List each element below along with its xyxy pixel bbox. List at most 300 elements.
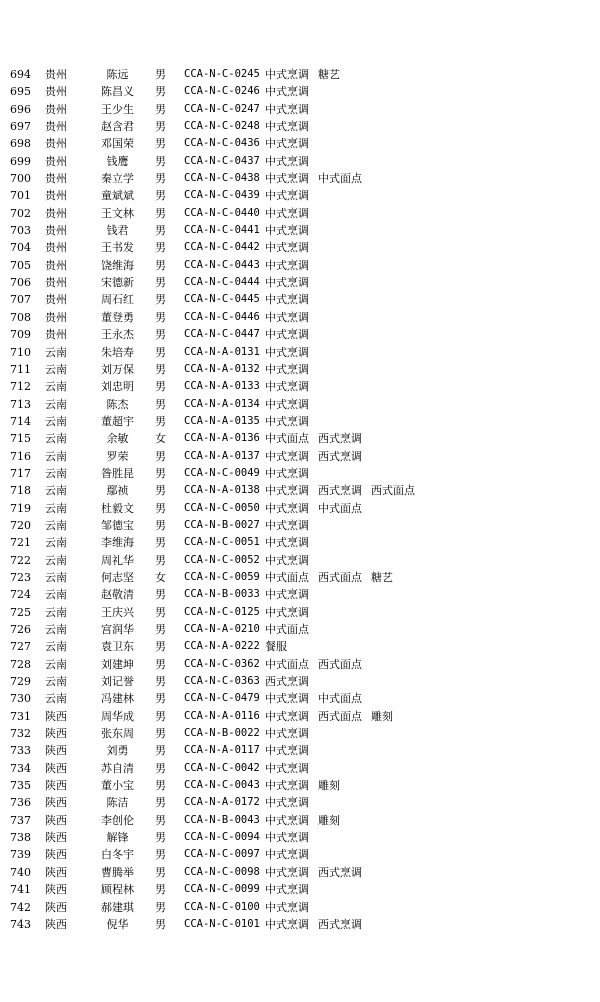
certificate-number-cell: CCA-N-A-0210: [184, 623, 260, 635]
skill-cell: 雕刻: [318, 813, 340, 827]
skill-cell: 餐服: [265, 640, 287, 654]
province-cell: 陕西: [45, 761, 67, 775]
province-cell: 陕西: [45, 779, 67, 793]
table-row: [0, 690, 600, 707]
gender-cell: 男: [155, 709, 166, 723]
certificate-number-cell: CCA-N-C-0100: [184, 900, 260, 913]
row-number: 732: [10, 727, 31, 741]
gender-cell: 男: [155, 813, 166, 827]
skill-cell: 中式烹调: [265, 831, 309, 845]
row-number: 714: [10, 414, 31, 428]
gender-cell: 男: [155, 779, 166, 793]
province-cell: 陕西: [45, 865, 67, 879]
province-cell: 云南: [45, 380, 67, 394]
table-row: [0, 482, 600, 499]
row-number: 704: [10, 241, 31, 255]
table-row: [0, 725, 600, 742]
row-number: 715: [10, 432, 31, 446]
table-row: [0, 153, 600, 170]
skill-cell: 中式烹调: [265, 68, 309, 81]
province-cell: 云南: [45, 605, 67, 619]
skill-cell: 中式烹调: [265, 293, 309, 307]
province-cell: 陕西: [45, 848, 67, 862]
skill-cell: 西式面点: [318, 709, 362, 723]
name-cell: 宫润华: [101, 623, 134, 636]
row-number: 697: [10, 120, 31, 134]
row-number: 695: [10, 85, 31, 99]
name-cell: 王书发: [101, 241, 134, 255]
certificate-number-cell: CCA-N-C-0479: [184, 692, 260, 705]
name-cell: 王少生: [101, 102, 134, 116]
row-number: 706: [10, 276, 31, 290]
gender-cell: 男: [155, 224, 166, 238]
skill-cell: 中式烹调: [265, 605, 309, 619]
table-row: [0, 205, 600, 222]
name-cell: 昝胜昆: [101, 466, 134, 480]
certificate-number-cell: CCA-N-B-0043: [184, 813, 260, 826]
name-cell: 赵敬清: [101, 588, 134, 602]
name-cell: 宋德新: [101, 276, 134, 290]
gender-cell: 男: [155, 657, 166, 671]
skill-cell: 中式烹调: [265, 709, 309, 723]
province-cell: 陕西: [45, 813, 67, 827]
skill-cell: 中式烹调: [265, 553, 309, 567]
name-cell: 解锋: [106, 831, 129, 845]
gender-cell: 男: [155, 328, 166, 342]
gender-cell: 男: [155, 189, 166, 203]
skill-cell: 中式烹调: [265, 449, 309, 463]
name-cell: 钱鹰: [106, 154, 129, 168]
skill-cell: 中式烹调: [265, 380, 309, 394]
row-number: 740: [10, 865, 31, 879]
name-cell: 余敏: [106, 432, 129, 446]
gender-cell: 男: [155, 414, 166, 428]
name-cell: 董超宇: [101, 414, 134, 428]
skill-cell: 中式烹调: [265, 310, 309, 324]
table-row: [0, 916, 600, 933]
name-cell: 顾程林: [101, 883, 134, 897]
province-cell: 云南: [45, 518, 67, 532]
row-number: 735: [10, 779, 31, 793]
gender-cell: 男: [155, 397, 166, 411]
table-row: [0, 552, 600, 569]
name-cell: 冯建林: [101, 692, 134, 706]
skill-cell: 中式烹调: [265, 813, 309, 827]
row-number: 733: [10, 744, 31, 758]
certificate-number-cell: CCA-N-C-0098: [184, 865, 260, 878]
table-row: [0, 534, 600, 551]
certificate-number-cell: CCA-N-A-0116: [184, 709, 260, 722]
gender-cell: 男: [155, 744, 166, 758]
gender-cell: 男: [155, 640, 166, 654]
name-cell: 张东周: [101, 727, 134, 741]
certificate-number-cell: CCA-N-C-0101: [184, 917, 260, 930]
gender-cell: 男: [155, 865, 166, 879]
row-number: 699: [10, 154, 31, 168]
certificate-number-cell: CCA-N-C-0049: [184, 466, 260, 479]
skill-cell: 中式烹调: [265, 536, 309, 550]
province-cell: 贵州: [45, 328, 67, 342]
gender-cell: 男: [155, 883, 166, 897]
province-cell: 云南: [45, 553, 67, 567]
table-row: [0, 413, 600, 430]
name-cell: 刘忠明: [101, 380, 134, 394]
gender-cell: 男: [155, 293, 166, 307]
name-cell: 董登勇: [101, 310, 134, 324]
row-number: 731: [10, 709, 31, 723]
gender-cell: 男: [155, 588, 166, 602]
certificate-number-cell: CCA-N-C-0043: [184, 779, 260, 792]
certificate-number-cell: CCA-N-C-0438: [184, 172, 260, 185]
certificate-number-cell: CCA-N-B-0027: [184, 518, 260, 531]
skill-cell: 中式烹调: [265, 744, 309, 758]
name-cell: 王庆兴: [101, 605, 134, 619]
province-cell: 贵州: [45, 258, 67, 272]
table-row: [0, 170, 600, 187]
table-row: [0, 396, 600, 413]
row-number: 721: [10, 536, 31, 550]
name-cell: 罗荣: [106, 449, 129, 463]
skill-cell: 西式烹调: [318, 449, 362, 463]
skill-cell: 中式烹调: [265, 241, 309, 255]
gender-cell: 男: [155, 501, 166, 515]
province-cell: 云南: [45, 570, 67, 584]
certificate-number-cell: CCA-N-C-0442: [184, 241, 260, 254]
certificate-number-cell: CCA-N-A-0134: [184, 397, 260, 410]
certificate-number-cell: CCA-N-A-0135: [184, 414, 260, 427]
certificate-number-cell: CCA-N-C-0059: [184, 570, 260, 583]
skill-cell: 糖艺: [371, 570, 393, 584]
name-cell: 刘万保: [101, 362, 134, 376]
row-number: 694: [10, 68, 31, 81]
province-cell: 云南: [45, 484, 67, 498]
certificate-number-cell: CCA-N-C-0437: [184, 154, 260, 167]
province-cell: 贵州: [45, 85, 67, 99]
skill-cell: 中式烹调: [265, 501, 309, 515]
row-number: 724: [10, 588, 31, 602]
gender-cell: 男: [155, 553, 166, 567]
name-cell: 赵含君: [101, 120, 134, 134]
certificate-number-cell: CCA-N-C-0245: [184, 68, 260, 80]
table-row: [0, 569, 600, 586]
certificate-number-cell: CCA-N-A-0137: [184, 449, 260, 462]
skill-cell: 中式烹调: [265, 466, 309, 480]
table-row: [0, 794, 600, 811]
skill-cell: 中式烹调: [265, 85, 309, 99]
name-cell: 鄢祯: [106, 484, 129, 498]
row-number: 729: [10, 675, 31, 689]
row-number: 723: [10, 570, 31, 584]
certificate-number-cell: CCA-N-A-0131: [184, 345, 260, 358]
gender-cell: 男: [155, 154, 166, 168]
table-row: [0, 760, 600, 777]
table-row: [0, 777, 600, 794]
certificate-number-cell: CCA-N-A-0132: [184, 362, 260, 375]
table-row: [0, 742, 600, 759]
name-cell: 苏自清: [101, 761, 134, 775]
province-cell: 云南: [45, 536, 67, 550]
gender-cell: 男: [155, 380, 166, 394]
row-number: 710: [10, 345, 31, 359]
skill-cell: 中式烹调: [265, 692, 309, 706]
skill-cell: 中式烹调: [265, 189, 309, 203]
table-row: [0, 222, 600, 239]
gender-cell: 男: [155, 276, 166, 290]
gender-cell: 男: [155, 172, 166, 186]
row-number: 700: [10, 172, 31, 186]
certificate-number-cell: CCA-N-C-0445: [184, 293, 260, 306]
row-number: 702: [10, 206, 31, 220]
certificate-number-cell: CCA-N-A-0117: [184, 744, 260, 757]
certificate-number-cell: CCA-N-C-0247: [184, 102, 260, 115]
certificate-number-cell: CCA-N-C-0042: [184, 761, 260, 774]
certificate-number-cell: CCA-N-C-0094: [184, 831, 260, 844]
skill-cell: 中式面点: [318, 692, 362, 706]
province-cell: 贵州: [45, 172, 67, 186]
province-cell: 云南: [45, 449, 67, 463]
row-number: 722: [10, 553, 31, 567]
province-cell: 陕西: [45, 883, 67, 897]
row-number: 730: [10, 692, 31, 706]
table-row: [0, 257, 600, 274]
certificate-number-cell: CCA-N-C-0439: [184, 189, 260, 202]
skill-cell: 西式烹调: [265, 675, 309, 689]
gender-cell: 男: [155, 831, 166, 845]
skill-cell: 中式烹调: [265, 102, 309, 116]
gender-cell: 男: [155, 917, 166, 931]
table-row: [0, 500, 600, 517]
row-number: 707: [10, 293, 31, 307]
skill-cell: 中式烹调: [265, 154, 309, 168]
row-number: 734: [10, 761, 31, 775]
name-cell: 陈洁: [106, 796, 129, 810]
province-cell: 云南: [45, 640, 67, 654]
skill-cell: 中式烹调: [265, 518, 309, 532]
skill-cell: 中式烹调: [265, 362, 309, 376]
province-cell: 贵州: [45, 189, 67, 203]
province-cell: 贵州: [45, 154, 67, 168]
gender-cell: 男: [155, 518, 166, 532]
gender-cell: 男: [155, 761, 166, 775]
name-cell: 袁卫东: [101, 640, 134, 654]
province-cell: 云南: [45, 501, 67, 515]
province-cell: 云南: [45, 657, 67, 671]
name-cell: 郝建琪: [101, 900, 134, 914]
skill-cell: 西式面点: [318, 657, 362, 671]
table-row: [0, 291, 600, 308]
skill-cell: 中式面点: [265, 570, 309, 584]
name-cell: 陈远: [106, 68, 129, 81]
certificate-number-cell: CCA-N-C-0362: [184, 657, 260, 670]
name-cell: 童斌斌: [101, 189, 134, 203]
skill-cell: 糖艺: [318, 68, 340, 81]
table-row: [0, 66, 600, 83]
certificate-number-cell: CCA-N-C-0248: [184, 120, 260, 133]
gender-cell: 男: [155, 85, 166, 99]
skill-cell: 中式面点: [265, 432, 309, 446]
certificate-number-cell: CCA-N-C-0125: [184, 605, 260, 618]
row-number: 718: [10, 484, 31, 498]
table-row: [0, 187, 600, 204]
skill-cell: 中式烹调: [265, 276, 309, 290]
province-cell: 云南: [45, 362, 67, 376]
skill-cell: 中式烹调: [265, 883, 309, 897]
province-cell: 云南: [45, 623, 67, 636]
table-row: [0, 448, 600, 465]
row-number: 698: [10, 137, 31, 151]
row-number: 738: [10, 831, 31, 845]
skill-cell: 西式烹调: [318, 484, 362, 498]
province-cell: 贵州: [45, 137, 67, 151]
name-cell: 秦立学: [101, 172, 134, 186]
certificate-number-cell: CCA-N-C-0443: [184, 258, 260, 271]
row-number: 743: [10, 917, 31, 931]
row-number: 725: [10, 605, 31, 619]
skill-cell: 中式烹调: [265, 779, 309, 793]
province-cell: 贵州: [45, 241, 67, 255]
certificate-number-cell: CCA-N-C-0246: [184, 85, 260, 98]
province-cell: 贵州: [45, 102, 67, 116]
skill-cell: 中式烹调: [265, 727, 309, 741]
name-cell: 刘勇: [106, 744, 129, 758]
certificate-roster: [0, 66, 600, 933]
name-cell: 白冬宇: [101, 848, 134, 862]
name-cell: 李创伦: [101, 813, 134, 827]
province-cell: 陕西: [45, 917, 67, 931]
certificate-number-cell: CCA-N-C-0447: [184, 328, 260, 341]
name-cell: 刘记誉: [101, 675, 134, 689]
province-cell: 贵州: [45, 310, 67, 324]
skill-cell: 中式烹调: [265, 761, 309, 775]
row-number: 719: [10, 501, 31, 515]
table-row: [0, 829, 600, 846]
province-cell: 云南: [45, 692, 67, 706]
certificate-number-cell: CCA-N-C-0363: [184, 675, 260, 688]
skill-cell: 中式烹调: [265, 917, 309, 931]
name-cell: 周华成: [101, 709, 134, 723]
skill-cell: 中式烹调: [265, 588, 309, 602]
row-number: 713: [10, 397, 31, 411]
row-number: 701: [10, 189, 31, 203]
gender-cell: 男: [155, 623, 166, 636]
name-cell: 陈昌义: [101, 85, 134, 99]
certificate-number-cell: CCA-N-C-0436: [184, 137, 260, 150]
table-row: [0, 899, 600, 916]
gender-cell: 男: [155, 206, 166, 220]
gender-cell: 男: [155, 900, 166, 914]
table-row: [0, 812, 600, 829]
row-number: 728: [10, 657, 31, 671]
skill-cell: 中式烹调: [265, 120, 309, 134]
certificate-number-cell: CCA-N-C-0052: [184, 553, 260, 566]
gender-cell: 男: [155, 258, 166, 272]
skill-cell: 中式烹调: [265, 900, 309, 914]
province-cell: 贵州: [45, 224, 67, 238]
name-cell: 朱培寿: [101, 345, 134, 359]
skill-cell: 中式烹调: [265, 172, 309, 186]
gender-cell: 女: [155, 432, 166, 446]
gender-cell: 男: [155, 345, 166, 359]
table-row: [0, 465, 600, 482]
table-row: [0, 604, 600, 621]
skill-cell: 西式烹调: [318, 432, 362, 446]
gender-cell: 男: [155, 796, 166, 810]
skill-cell: 中式面点: [318, 172, 362, 186]
gender-cell: 男: [155, 536, 166, 550]
table-row: [0, 656, 600, 673]
table-row: [0, 344, 600, 361]
skill-cell: 西式烹调: [318, 917, 362, 931]
table-row: [0, 239, 600, 256]
gender-cell: 男: [155, 68, 166, 81]
table-row: [0, 638, 600, 655]
province-cell: 云南: [45, 414, 67, 428]
name-cell: 何志坚: [101, 570, 134, 584]
certificate-number-cell: CCA-N-A-0222: [184, 640, 260, 653]
row-number: 727: [10, 640, 31, 654]
table-row: [0, 326, 600, 343]
name-cell: 倪华: [106, 917, 129, 931]
skill-cell: 中式烹调: [265, 848, 309, 862]
table-row: [0, 83, 600, 100]
skill-cell: 西式面点: [318, 570, 362, 584]
gender-cell: 男: [155, 120, 166, 134]
province-cell: 贵州: [45, 206, 67, 220]
row-number: 716: [10, 449, 31, 463]
province-cell: 贵州: [45, 293, 67, 307]
name-cell: 刘建坤: [101, 657, 134, 671]
row-number: 736: [10, 796, 31, 810]
province-cell: 云南: [45, 397, 67, 411]
skill-cell: 西式烹调: [318, 865, 362, 879]
table-row: [0, 517, 600, 534]
name-cell: 董小宝: [101, 779, 134, 793]
skill-cell: 雕刻: [318, 779, 340, 793]
skill-cell: 中式面点: [318, 501, 362, 515]
row-number: 726: [10, 623, 31, 636]
table-row: [0, 430, 600, 447]
name-cell: 邓国荣: [101, 137, 134, 151]
skill-cell: 中式烹调: [265, 258, 309, 272]
table-row: [0, 274, 600, 291]
skill-cell: 中式烹调: [265, 865, 309, 879]
certificate-number-cell: CCA-N-B-0022: [184, 727, 260, 740]
row-number: 717: [10, 466, 31, 480]
skill-cell: 西式面点: [371, 484, 415, 498]
certificate-number-cell: CCA-N-C-0050: [184, 501, 260, 514]
row-number: 737: [10, 813, 31, 827]
table-row: [0, 621, 600, 638]
name-cell: 王文林: [101, 206, 134, 220]
table-row: [0, 586, 600, 603]
table-row: [0, 135, 600, 152]
table-row: [0, 378, 600, 395]
skill-cell: 中式烹调: [265, 796, 309, 810]
certificate-number-cell: CCA-N-A-0138: [184, 484, 260, 497]
province-cell: 贵州: [45, 276, 67, 290]
name-cell: 陈杰: [106, 397, 129, 411]
table-row: [0, 309, 600, 326]
certificate-number-cell: CCA-N-C-0099: [184, 883, 260, 896]
certificate-number-cell: CCA-N-C-0441: [184, 224, 260, 237]
certificate-number-cell: CCA-N-A-0136: [184, 432, 260, 445]
name-cell: 周礼华: [101, 553, 134, 567]
table-row: [0, 101, 600, 118]
province-cell: 云南: [45, 345, 67, 359]
skill-cell: 雕刻: [371, 709, 393, 723]
certificate-number-cell: CCA-N-C-0440: [184, 206, 260, 219]
gender-cell: 男: [155, 848, 166, 862]
